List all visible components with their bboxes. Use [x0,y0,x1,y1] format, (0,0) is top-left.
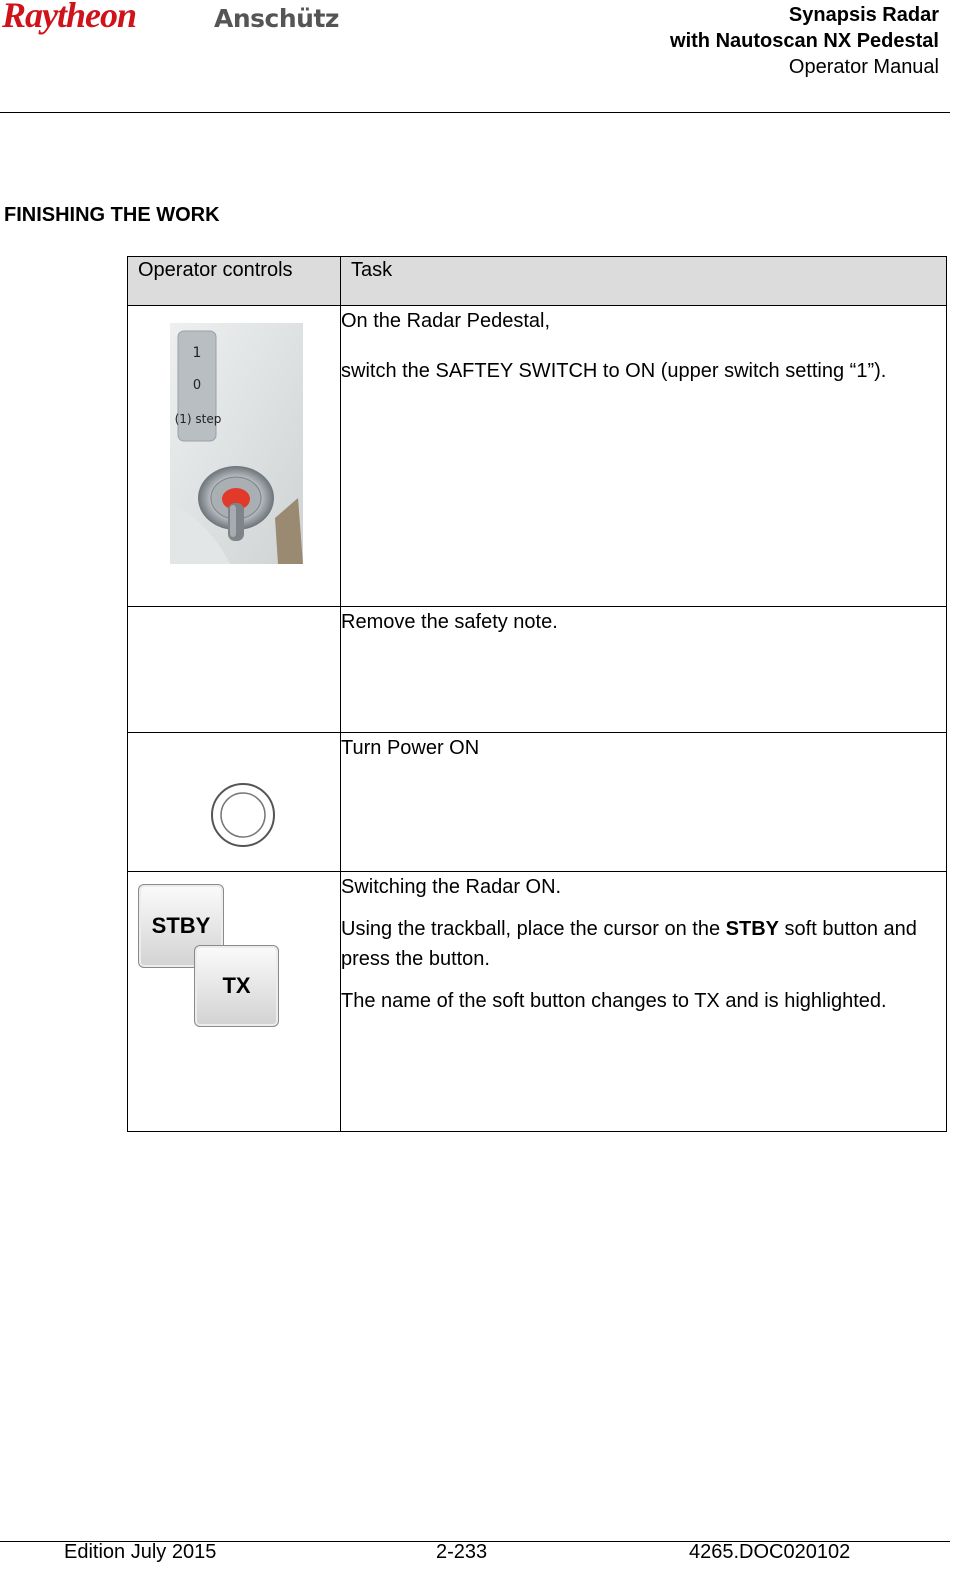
table-header-row [128,257,947,306]
power-button-icon [210,782,276,848]
table-row [128,607,947,733]
task-text: Using the trackball, place the cursor on the STBY soft button and press the button. [341,918,917,970]
safety-switch-photo [170,323,303,564]
task-cell [341,733,947,872]
task-cell [341,872,947,1132]
task-cell [341,306,947,607]
task-text: On the Radar Pedestal, [341,310,551,332]
task-cell [341,607,947,733]
control-cell [128,607,341,733]
soft-button-illustration [138,884,288,1034]
table-row [128,306,947,607]
header-rule [0,112,950,113]
footer-page-number: 2-233 [436,1541,488,1563]
header-title-line1: Synapsis Radar [788,4,939,26]
control-cell [128,306,341,607]
switch-label-1: 1 [192,345,202,361]
company-logo [0,0,350,44]
task-text: switch the SAFTEY SWITCH to ON (upper switch setting “1”). [341,360,887,382]
table-row [128,872,947,1132]
document-header [670,2,939,80]
logo-raytheon: Raytheon [2,0,137,35]
control-cell [128,872,341,1132]
header-title-line2: with Nautoscan NX Pedestal [670,30,939,52]
section-title: FINISHING THE WORK [4,204,220,226]
logo-anschutz: Anschütz [214,4,339,33]
footer-edition: Edition July 2015 [64,1541,217,1563]
footer-doc-number: 4265.DOC020102 [689,1541,851,1563]
stby-button: STBY [138,884,224,968]
control-cell [128,733,341,872]
switch-label-step: (1) step [174,412,222,426]
task-text: The name of the soft button changes to TX and is highlighted. [341,990,887,1012]
stby-bold-label: STBY [725,918,779,940]
task-text: Switching the Radar ON. [341,876,562,898]
header-task: Task [341,257,947,306]
task-table [127,256,947,1132]
switch-label-0: 0 [192,378,202,393]
header-title-line3: Operator Manual [788,56,939,78]
header-operator-controls: Operator controls [128,257,341,306]
tx-button: TX [194,945,279,1027]
task-text: Turn Power ON [341,737,480,759]
table-row [128,733,947,872]
task-text: Remove the safety note. [341,611,558,633]
